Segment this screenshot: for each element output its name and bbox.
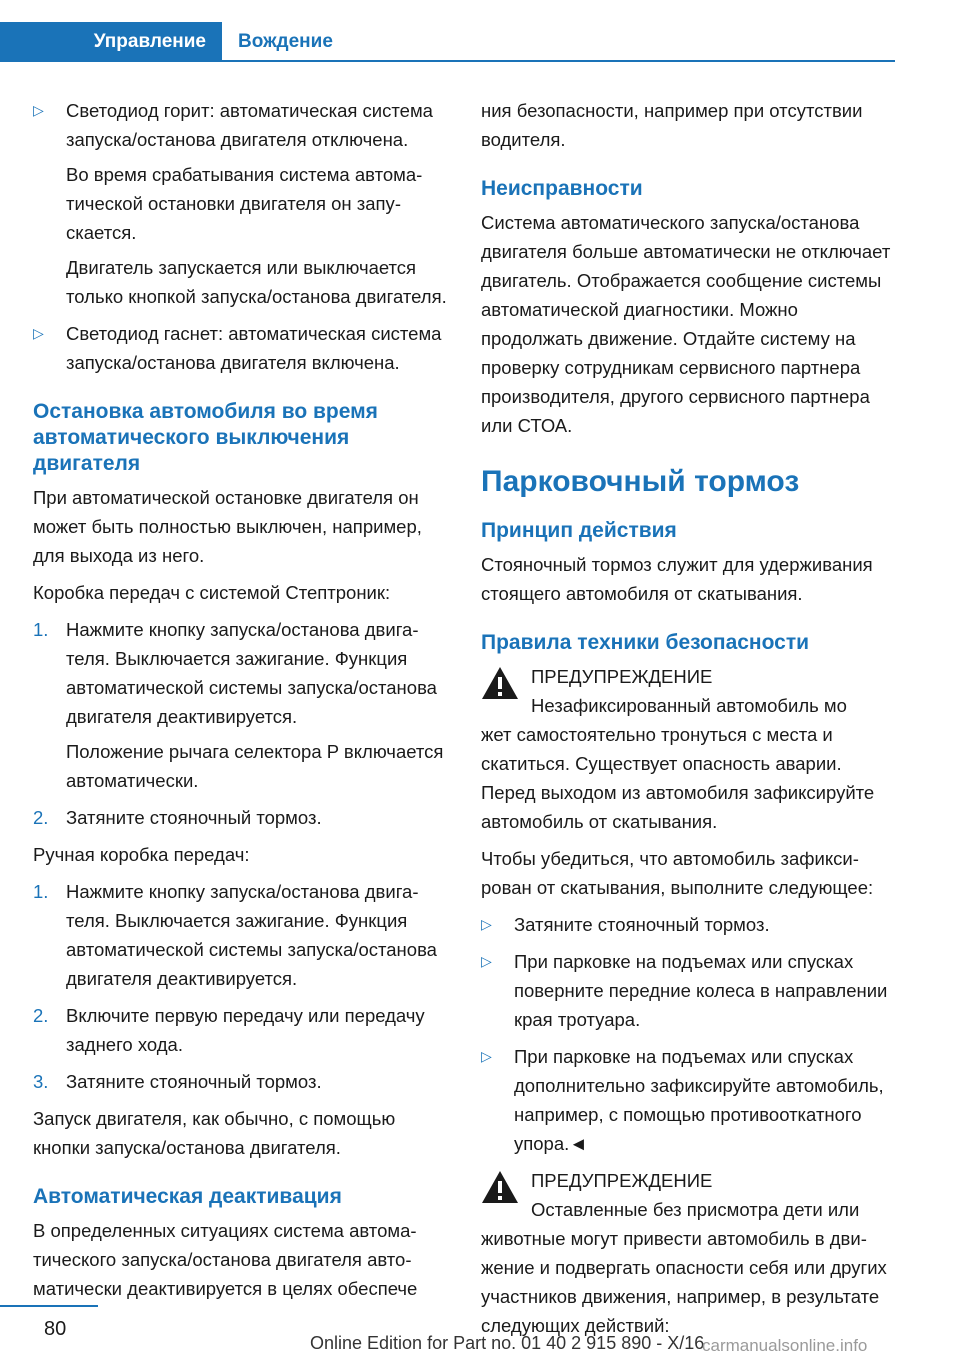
list-item xyxy=(33,319,453,377)
section-heading: Остановка автомобиля во время автоматического выключения двигателя xyxy=(33,400,378,475)
bullet-text: При парковке на подъемах или спусках поверните передние колеса в направлении края тротуара. xyxy=(514,951,888,1030)
numbered-step xyxy=(33,1001,453,1059)
step-text: Нажмите кнопку запуска/останова двигателя. Выключается зажигание. Функция автоматической системы запуска/останова двигателя деактивируется. xyxy=(66,881,437,989)
section-heading: Правила техники безопасности xyxy=(481,631,810,654)
numbered-step xyxy=(33,1067,453,1096)
tab-driving[interactable]: Вождение xyxy=(238,31,333,52)
step-text: Положение рычага селектора P включается автоматически. xyxy=(66,741,444,791)
section-heading: Неисправности xyxy=(481,177,643,200)
warning-title: ПРЕДУПРЕЖДЕНИЕ xyxy=(531,1170,713,1191)
left-column xyxy=(33,96,453,1311)
bullet-text: Светодиод горит: автоматическая система запуска/останова двигателя отключена. xyxy=(66,100,433,150)
triangle-bullet-icon: ▷ xyxy=(481,1048,492,1064)
step-number: 1. xyxy=(33,619,49,640)
warning-triangle-icon xyxy=(481,1170,519,1204)
step-number: 1. xyxy=(33,881,49,902)
paragraph: Система автоматического запуска/останова двигателя больше автоматически не отключает двигатель. Отображается сообщение системы автоматической диагностики. Можно продолжать движение. Отдайте систему на проверку сотрудникам сервисного партнера производителя, другого сервисного партнера или СТОА. xyxy=(481,212,891,436)
step-text: Затяните стояночный тормоз. xyxy=(66,807,322,828)
paragraph: Чтобы убедиться, что автомобиль зафиксирован от скатывания, выполните следующее: xyxy=(481,848,874,898)
paragraph: Стояночный тормоз служит для удерживания стоящего автомобиля от скатывания. xyxy=(481,554,873,604)
numbered-step xyxy=(33,877,453,993)
page-header xyxy=(0,22,895,62)
edition-note: Online Edition for Part no. 01 40 2 915 890 - X/16 xyxy=(310,1333,705,1353)
header-rule xyxy=(222,60,895,62)
warning-text: жет самостоятельно тронуться с места и скатиться. Существует опасность аварии. Перед выходом из автомобиля зафиксируйте автомобиль от скатывания. xyxy=(481,724,875,832)
page-number: 80 xyxy=(44,1318,67,1340)
paragraph: Ручная коробка передач: xyxy=(33,844,250,865)
list-item xyxy=(481,910,901,939)
step-text: Включите первую передачу или передачу заднего хода. xyxy=(66,1005,425,1055)
warning-text: Незафиксированный автомобиль мо xyxy=(531,695,847,716)
bullet-text: Двигатель запускается или выключается только кнопкой запуска/останова двигателя. xyxy=(66,257,447,307)
warning-title: ПРЕДУПРЕЖДЕНИЕ xyxy=(531,666,713,687)
warning-text: животные могут привести автомобиль в движение и подвергать опасности себя или других участников движения, например, в результате следующих действий: xyxy=(481,1228,887,1336)
bullet-text: Во время срабатывания система автоматической остановки двигателя он запускается. xyxy=(66,164,423,243)
triangle-bullet-icon: ▷ xyxy=(481,953,492,969)
triangle-bullet-icon: ▷ xyxy=(33,102,44,118)
bullet-text: Затяните стояночный тормоз. xyxy=(514,914,770,935)
numbered-step xyxy=(33,615,453,795)
warning-block xyxy=(481,1166,901,1340)
list-item xyxy=(481,1042,901,1158)
list-item xyxy=(481,947,901,1034)
bullet-text: Светодиод гаснет: автоматическая система запуска/останова двигателя включена. xyxy=(66,323,442,373)
triangle-bullet-icon: ▷ xyxy=(481,916,492,932)
warning-block xyxy=(481,662,901,836)
step-text: Затяните стояночный тормоз. xyxy=(66,1071,322,1092)
step-number: 2. xyxy=(33,807,49,828)
warning-text: Оставленные без присмотра дети или xyxy=(531,1199,860,1220)
right-column xyxy=(481,96,901,1348)
numbered-step xyxy=(33,803,453,832)
paragraph: В определенных ситуациях система автоматического запуска/останова двигателя автоматически деактивируется в целях обеспече xyxy=(33,1220,418,1299)
chapter-heading: Парковочный тормоз xyxy=(481,465,800,498)
section-heading: Принцип действия xyxy=(481,519,677,542)
step-text: Нажмите кнопку запуска/останова двигателя. Выключается зажигание. Функция автоматической системы запуска/останова двигателя деактивируется. xyxy=(66,619,437,727)
section-heading: Автоматическая деактивация xyxy=(33,1185,342,1208)
paragraph: Коробка передач с системой Стептроник: xyxy=(33,582,391,603)
paragraph: ния безопасности, например при отсутствии водителя. xyxy=(481,100,863,150)
paragraph: Запуск двигателя, как обычно, с помощью кнопки запуска/останова двигателя. xyxy=(33,1108,396,1158)
bullet-text: При парковке на подъемах или спусках дополнительно зафиксируйте автомобиль, например, с помощью противооткатного упора.◄ xyxy=(514,1046,884,1154)
tab-control[interactable]: Управление xyxy=(0,22,222,62)
step-number: 3. xyxy=(33,1071,49,1092)
site-watermark: carmanualsonline.info xyxy=(702,1336,868,1355)
step-number: 2. xyxy=(33,1005,49,1026)
warning-triangle-icon xyxy=(481,666,519,700)
footer-rule xyxy=(0,1305,98,1307)
paragraph: При автоматической остановке двигателя он может быть полностью выключен, например, для выхода из него. xyxy=(33,487,422,566)
triangle-bullet-icon: ▷ xyxy=(33,325,44,341)
list-item xyxy=(33,96,453,311)
